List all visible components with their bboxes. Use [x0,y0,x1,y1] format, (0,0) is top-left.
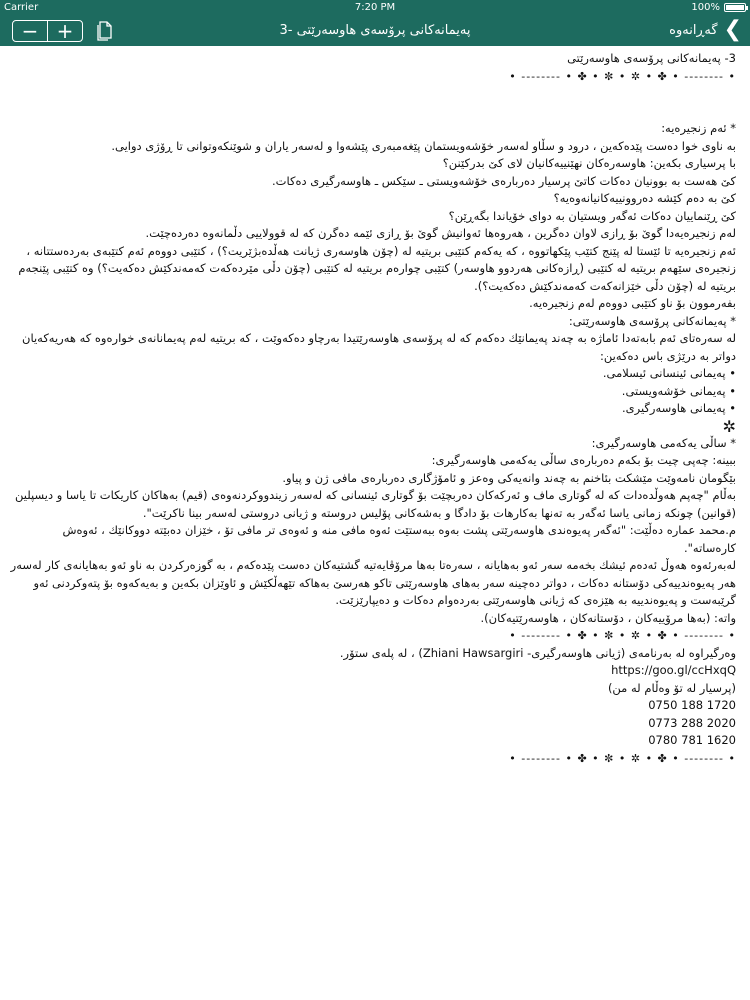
paragraph: ببینە: چەپی چیت بۆ بکەم دەربارەی ساڵی یەکەمی هاوسەرگیری: [431,453,736,467]
increase-font-button[interactable]: + [47,21,82,41]
nav-bar [0,16,750,46]
article-heading: 3- پەیمانەکانی پرۆسەی هاوسەرێتی [567,51,736,65]
source-line: وەرگیراوە لە بەرنامەی (ژیانی هاوسەرگیری- Zhiani Hawsargiri) ، لە پلەی ستۆر. [339,645,736,660]
ornament-divider: • -------- • ✤ • ✲ • ✼ • ✤ • -------- • [509,751,736,765]
list-item: • پەیمانی هاوسەرگیری. [8,400,736,418]
section-title: * پەیمانەکانی پرۆسەی هاوسەرێتی: [568,313,736,328]
phone-number[interactable]: 0773 288 2020 [648,715,736,730]
phone-number[interactable]: 0750 188 1720 [648,698,736,712]
source-link[interactable]: https://goo.gl/ccHxqQ [611,663,736,677]
phone-number[interactable]: 0780 781 1620 [648,733,736,747]
chevron-left-icon: ❮ [723,17,742,42]
paragraph: بفەرموون بۆ ناو کتێبی دووەم لەم زنجیرەیە. [529,296,736,310]
star-ornament: ✲ [722,416,736,436]
carrier-label: Carrier [4,2,39,13]
paragraph: بێگومان نامەوێت مێشکت بئاخنم بە چەند وانەیەکی وەعز و ئامۆژگاری دەربارەی مافی ژن و پیاو. [282,470,736,485]
paragraph: م.محمد عمارە دەڵێت: "ئەگەر پەیوەندی هاوسەرێتی پشت بەوە ببەستێت ئەوە مافی منە و ئەوەی تر مافی تۆ ، خێزان دەبێتە دووکانێك ، ئەوەش کارەساتە". [62,523,736,555]
decrease-font-button[interactable]: − [21,20,39,42]
paragraph: با پرسیاری بکەین: هاوسەرەکان نهێنییەکانیان لای کێ بدرکێنن؟ [442,156,736,170]
paragraph: بەڵام "چەپم هەوڵدەدات کە لە گوتاری ماف و ئەرکەکان دەربچێت بۆ گوتاری ئینسانی کە لەسەر زیندووکردنەوەی (قیم) بەهاکان کاریکات تا یاسا و دیسپلین (قوانین) چونکە زمانی یاسا ئەگەر بە تەنها بەکارهات بۆ دادگا و بەشەکانی پۆلیس دروستە و ژیانی دروستی لەسەر بینا ناکرێت". [15,488,736,520]
ornament-divider: • -------- • ✤ • ✲ • ✼ • ✤ • -------- • [509,69,736,83]
contact-note: (پرسیار لە تۆ وەڵام لە من) [607,680,736,695]
font-size-control [12,20,83,42]
battery-status [691,2,746,13]
section-title: * ساڵی یەکەمی هاوسەرگیری: [591,435,736,450]
list-item: • پەیمانی خۆشەویستی. [8,383,736,401]
status-time: 7:20 PM [354,2,396,13]
battery-percent: 100% [691,2,720,13]
paragraph: کێ ڕێنماییان دەکات ئەگەر ویستیان بە دوای خۆیاندا بگەڕێن؟ [448,208,736,223]
article-body [8,50,736,767]
paragraph: کێ بە دەم کێشە دەروونییەکانیانەوەیە؟ [553,191,736,205]
section-title: * ئەم زنجیرەیە: [661,121,736,135]
ornament-divider: • -------- • ✤ • ✲ • ✼ • ✤ • -------- • [509,629,736,642]
paragraph: ئەم زنجیرەیە تا ئێستا لە پێنج کتێب پێکهاتووە ، کە یەکەم کتێبی بریتیە لە (چۆن هاوسەری ژیانت هەڵدەبژێریت؟) ، کتێبی دووەم ئەم کتێبەی بەردەستتانە ، زنجیرەی سێهەم بریتیە لە کتێبی (ڕازەکانی هەردوو هاوسەر) کتێبی چوارەم بریتیە لە کتێبی (چۆن دڵی مێردەکەت کەمەندکێش دەکەیت؟) وە کتێبی پێنجەم بریتیە لە (چۆن دڵی خێزانەکەت کەمەندکێش دەکەیت؟). [18,243,736,293]
list-item: • پەیمانی ئینسانی ئیسلامی. [8,365,736,383]
back-button[interactable] [669,17,742,42]
paragraph: بە ناوی خوا دەست پێدەکەین ، درود و سڵاو لەسەر خۆشەویستمان پێغەمبەری پێشەوا و لەسەر یاران و شوێنکەوتوانی تا ڕۆژی دوایی. [111,138,736,153]
battery-icon [724,3,746,12]
status-bar [0,0,750,16]
paragraph: لەبەرئەوە هەوڵ ئەدەم ئیشك بخەمە سەر ئەو بەهایانە ، سەرەتا بەها مرۆڤایەتیە گشتیەکان دەست پێدەکەم ، بە گوزەرکردن بە ناو ئەو بەهایانەی کار لەسەر هەر پەیوەندییەکی دۆستانە دەکات ، دواتر دەچینە سەر بەهای هاوسەرێتی تاکو هەرسێ بەهاکە تێهەڵکێش و ئاوێزان بکەین و بەیەکەوە بۆ پتەوکردنی ئەو گرێبەست و پەیوەندییە بە هێزەی کە ژیانی هاوسەرێتی بەردەوام دەکات و دەیپارێزێت. [10,558,736,607]
paragraph: کێ هەست بە بوونیان دەکات کاتێ پرسیار دەربارەی خۆشەویستی ـ سێکس ـ هاوسەرگیری دەکات. [272,173,736,188]
back-label: گەڕانەوە [669,22,718,38]
document-icon[interactable] [96,21,114,41]
paragraph: لەم زنجیرەیەدا گوێ بۆ ڕازی لاوان دەگرین ، هەروەها ئەوانیش گوێ بۆ ڕازی ئێمە دەگرن کە لە قوولاییی دڵمانەوە دەردەچێت. [145,226,736,240]
paragraph: لە سەرەتای ئەم بابەتەدا ئاماژە بە چەند پەیمانێك دەکەم کە لە پرۆسەی هاوسەرێتیدا بەرچاو دەکەوێت ، کە بریتیە لەم پەیمانانەی خوارەوە کە هەریەکەیان دواتر بە درێژی باس دەکەین: [22,331,736,363]
page-title: 3- پەیمانەکانی پرۆسەی هاوسەرێتی [279,23,471,38]
paragraph: واتە: (بەها مرۆییەکان ، دۆستانەکان ، هاوسەرێتیەکان). [480,610,736,625]
